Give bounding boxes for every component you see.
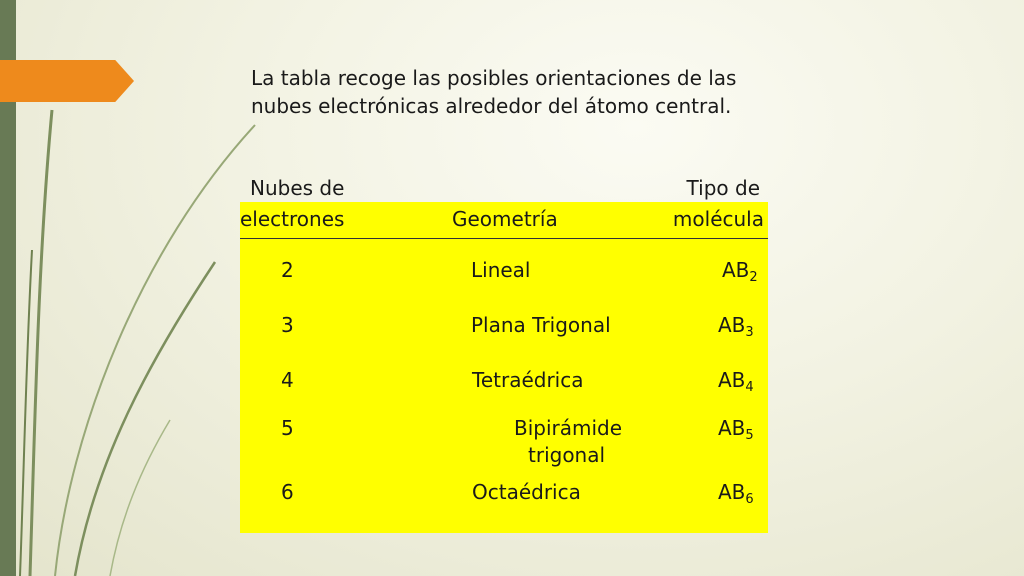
intro-paragraph: La tabla recoge las posibles orientaciones de las nubes electrónicas alrededor del átomo central. [251,66,737,118]
formula-value: $AB_3$ [718,313,754,340]
formula-value: $AB_5$ [718,416,754,443]
geometry-value-line2: trigonal [528,443,606,467]
geometry-value: Tetraédrica [472,368,584,392]
table-header-row [240,202,768,239]
leaf-line-1 [30,110,52,576]
table-row [240,295,768,351]
geometry-table [240,174,768,533]
table-row [240,239,768,295]
leaf-line-2 [55,125,255,576]
formula-value: $AB_2$ [722,258,758,285]
formula-value: $AB_4$ [718,368,754,395]
table-row [240,479,768,533]
orange-arrow-tab [0,60,134,102]
header-geometria: Geometría [452,207,558,231]
table-yellow-body [240,202,768,533]
geometry-value: Lineal [471,258,531,282]
nubes-value: 2 [281,258,294,282]
leaf-line-5 [110,420,170,576]
geometry-value-line1: Bipirámide [514,416,623,440]
geometry-value: Plana Trigonal [471,313,611,337]
table-row [240,351,768,407]
table-row [240,407,768,479]
header-nubes-line2: electrones [240,207,345,231]
table-header-row-top [240,174,768,202]
geometry-value: Octaédrica [472,480,581,504]
leaf-line-3 [75,262,215,576]
formula-value: $AB_6$ [718,480,754,507]
nubes-value: 3 [281,313,294,337]
nubes-value: 5 [281,416,294,440]
header-tipo-line1: Tipo de [686,176,760,200]
nubes-value: 6 [281,480,294,504]
header-nubes-line1: Nubes de [250,176,345,200]
nubes-value: 4 [281,368,294,392]
header-tipo-line2: molécula [672,207,764,231]
